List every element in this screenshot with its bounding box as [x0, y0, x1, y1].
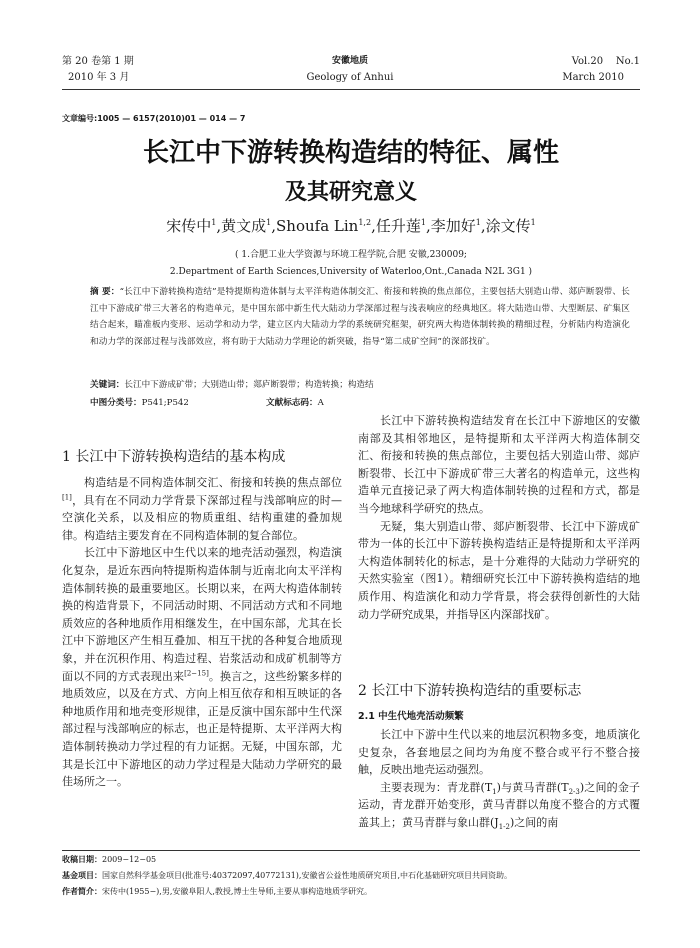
author — [221, 217, 276, 235]
received-label: 收稿日期： — [62, 855, 102, 864]
author-list — [62, 215, 640, 236]
section-2-heading: 2 长江中下游转换构造结的重要标志 — [358, 683, 582, 699]
subscript: 1-2 — [498, 823, 510, 832]
author-separator: , — [271, 217, 277, 235]
header-rule — [62, 89, 640, 90]
author-name: Shoufa Lin — [276, 217, 359, 235]
section-1-heading: 1 长江中下游转换构造结的基本构成 — [62, 449, 286, 465]
author — [166, 217, 221, 235]
paragraph-text: 。换言之，这些纷繁多样的地质效应，以及在方式、方向上相互依存和相互映证的各种地质作用和地壳变形规律，正是反演中国东部中生代深部过程与浅部响应的标志，也正是特提斯、太平洋两大构造体制转换动力学过程的有力证据。无疑，中国东部，尤其是长江中下游地区的动力学过程是大陆动力学研究的最佳场所之一。 — [62, 669, 343, 789]
subsection-2-1-heading: 2.1 中生代地壳活动频繁 — [358, 711, 464, 722]
classification-label: 中图分类号： — [90, 398, 142, 408]
author — [276, 217, 376, 235]
left-column — [62, 474, 342, 791]
affiliation-1: ( 1.合肥工业大学资源与环境工程学院,合肥 安徽,230009; — [235, 250, 467, 260]
paragraph — [62, 544, 342, 790]
author-affiliation-mark: 1,2 — [358, 218, 372, 227]
journal-date-cn: 2010 年 3 月 — [68, 72, 130, 83]
author-separator: , — [371, 217, 376, 235]
footer-rule — [62, 850, 640, 851]
subscript: 2-3 — [568, 787, 580, 796]
paragraph-text: )之间的南 — [509, 815, 559, 829]
received-date — [62, 852, 640, 868]
author-separator: , — [216, 217, 222, 235]
author-name: 李加好 — [430, 217, 476, 235]
paragraph: 无疑，集大别造山带、郯庐断裂带、长江中下游成矿带为一体的长江中下游转换构造结正是特提斯和太平洋两大构造体制转化的标志，是十分难得的大陆动力学研究的天然实验室（图1）。精细研究长江中下游转换构造结的地质作用、构造演化和动力学背景，将会获得创新性的大陆动力学研究成果，并指导区内深部找矿。 — [358, 519, 640, 621]
abstract-text: “长江中下游转换构造结”是特提斯构造体制与太平洋构造体制交汇、衔接和转换的焦点部位，主要包括大别造山带、郯庐断裂带、长江中下游成矿带三大著名的构造单元，是中国东部中新生代大陆动力学深部过程与浅表响应的经典地区。将大陆造山带、大型断层、矿集区结合起来，瞄准板内变形、运动学和动力学，建立区内大陆动力学的系统研究框架，研究两大构造体制转换的精细过程，分析陆内构造演化和动力学的深部过程与浅部效应，将有助于大陆动力学理论的新突破，指导“第二成矿空间”的深部找矿。 — [90, 287, 631, 347]
paragraph-text: ，具有在不同动力学背景下深部过程与浅部响应的时—空演化关系，以及相应的物质重组、结构重建的叠加规律。构造结主要发育在不同构造体制的复合部位。 — [62, 493, 342, 542]
paragraph — [358, 779, 640, 832]
author-bio-value: 宋传中(1955−),男,安徽阜阳人,教授,博士生导师,主要从事构造地质学研究。 — [102, 887, 373, 896]
journal-volume-en: Vol.20 No.1 — [571, 56, 640, 67]
fund-value: 国家自然科学基金项目(批准号:40372097,40772131),安徽省公益性地质研究项目,中石化基础研究项目共同资助。 — [102, 871, 512, 880]
keywords — [90, 378, 630, 390]
paragraph-text: 主要表现为：青龙群(T — [380, 780, 493, 794]
fund-label: 基金项目： — [62, 871, 102, 880]
author-affiliation-mark: 1 — [530, 218, 536, 227]
document-code — [266, 396, 416, 408]
journal-date-en: March 2010 — [562, 72, 624, 83]
author-name: 宋传中 — [166, 217, 212, 235]
author-name: 黄文成 — [221, 217, 267, 235]
paragraph-text: )与黄马青群(T — [496, 780, 569, 794]
right-column-bottom — [358, 726, 640, 832]
author-bio — [62, 884, 640, 900]
title-line-2: 及其研究意义 — [284, 180, 417, 205]
document-code-value: A — [317, 398, 324, 408]
abstract — [90, 284, 630, 350]
keywords-label: 关键词： — [90, 380, 125, 390]
classification-value: P541;P542 — [141, 398, 189, 408]
paragraph-text: 构造结是不同构造体制交汇、衔接和转换的焦点部位 — [84, 476, 342, 489]
subscript: 1 — [492, 787, 497, 796]
author-bio-label: 作者简介： — [62, 887, 102, 896]
paragraph — [62, 474, 342, 544]
keywords-text: 长江中下游成矿带；大别造山带；郯庐断裂带；构造转换；构造结 — [124, 380, 374, 390]
paragraph-text: 长江中下游地区中生代以来的地壳活动强烈，构造演化复杂，是近东西向特提斯构造体制与近南北向太平洋构造体制转换的最重要地区。长期以来，在两大构造体制转换的构造背景下，不同活动时期、不同活动方式和不同地质效应的各种地质作用相继发生，在中国东部，尤其在长江中下游地区产生相互叠加、相互干扰的各种复合地质现象，并在沉积作用、构造过程、岩浆活动和成矿机制等方面以不同的方式表现出来 — [62, 546, 342, 683]
author — [376, 217, 431, 235]
citation: [2−15] — [184, 668, 209, 677]
paragraph: 长江中下游转换构造结发育在长江中下游地区的安徽南部及其相邻地区，是特提斯和太平洋两大构造体制交汇、衔接和转换的焦点部位，主要包括大别造山带、郯庐断裂带、长江中下游成矿带三大著名的构造单元，这些构造单元直接记录了两大构造体制转换的过程和方式，都是当今地球科学研究的热点。 — [358, 414, 640, 515]
author-affiliation-mark: 1 — [211, 218, 217, 227]
fund-info — [62, 868, 640, 884]
author-name: 任升莲 — [375, 217, 421, 235]
document-code-label: 文献标志码： — [266, 398, 318, 408]
affiliation-2: 2.Department of Earth Sciences,University of Waterloo,Ont.,Canada N2L 3G1 ) — [169, 267, 533, 277]
author-affiliation-mark: 1 — [420, 218, 426, 227]
author-affiliation-mark: 1 — [266, 218, 272, 227]
author — [431, 217, 486, 235]
received-value: 2009−12−05 — [102, 855, 157, 864]
journal-volume-cn: 第 20 卷第 1 期 — [62, 56, 134, 67]
journal-name-cn: 安徽地质 — [331, 56, 368, 66]
author-name: 涂文传 — [485, 217, 531, 235]
author-affiliation-mark: 1 — [475, 218, 481, 227]
footnotes — [62, 852, 640, 900]
paragraph: 长江中下游中生代以来的地层沉积物多变，地质演化史复杂，各套地层之间均为角度不整合或平行不整合接触，反映出地壳运动强烈。 — [358, 728, 640, 777]
article-id: 文章编号:1005 — 6157(2010)01 — 014 — 7 — [62, 114, 246, 123]
author-separator: , — [480, 217, 486, 235]
author-separator: , — [425, 217, 431, 235]
title-line-1: 长江中下游转换构造结的特征、属性 — [142, 138, 559, 168]
author — [486, 217, 536, 235]
citation: [1] — [62, 492, 72, 501]
right-column-top — [358, 412, 640, 623]
paragraph-text: )之间的金子运动，青龙群开始变形，黄马青群以角度不整合的方式覆盖其上；黄马青群与象山群(J — [358, 780, 640, 829]
abstract-label: 摘 要： — [90, 287, 120, 297]
journal-name-en: Geology of Anhui — [306, 72, 394, 83]
